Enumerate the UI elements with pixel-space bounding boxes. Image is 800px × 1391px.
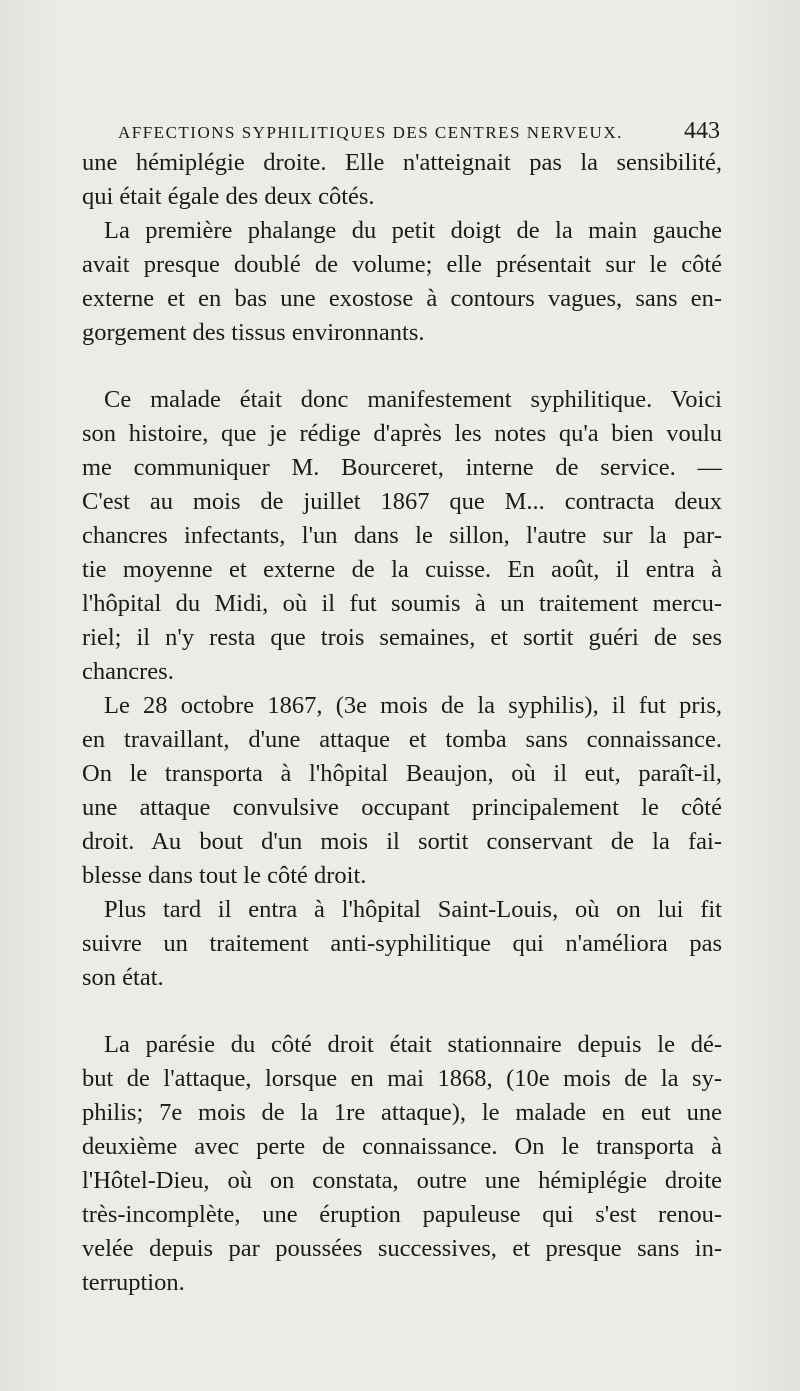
text-line: La parésie du côté droit était stationnaire depuis le dé- bbox=[104, 1031, 722, 1058]
page-number: 443 bbox=[684, 118, 720, 144]
paragraph bbox=[82, 689, 722, 893]
text-line: Plus tard il entra à l'hôpital Saint-Louis, où on lui fit bbox=[104, 896, 722, 923]
text-line: qui était égale des deux côtés. bbox=[82, 183, 375, 210]
text-line: une hémiplégie droite. Elle n'atteignait pas la sensibilité, bbox=[82, 149, 722, 176]
text-line: terruption. bbox=[82, 1269, 185, 1296]
text-line: blesse dans tout le côté droit. bbox=[82, 862, 367, 889]
text-line: deuxième avec perte de connaissance. On le transporta à bbox=[82, 1133, 722, 1160]
running-title: AFFECTIONS SYPHILITIQUES DES CENTRES NERVEUX. bbox=[118, 123, 623, 142]
body-text bbox=[82, 146, 722, 1300]
paragraph bbox=[82, 893, 722, 995]
text-line: avait presque doublé de volume; elle présentait sur le côté bbox=[82, 251, 722, 278]
text-line: chancres. bbox=[82, 658, 174, 685]
text-line: l'Hôtel-Dieu, où on constata, outre une hémiplégie droite bbox=[82, 1167, 722, 1194]
text-line: suivre un traitement anti-syphilitique qui n'améliora pas bbox=[82, 930, 722, 957]
text-line: Ce malade était donc manifestement syphilitique. Voici bbox=[104, 386, 722, 413]
text-line: Le 28 octobre 1867, (3e mois de la syphilis), il fut pris, bbox=[104, 692, 722, 719]
text-line: en travaillant, d'une attaque et tomba sans connaissance. bbox=[82, 726, 722, 753]
text-line: très-incomplète, une éruption papuleuse qui s'est renou- bbox=[82, 1201, 722, 1228]
text-line: C'est au mois de juillet 1867 que M... contracta deux bbox=[82, 488, 722, 515]
text-line: velée depuis par poussées successives, et presque sans in- bbox=[82, 1235, 722, 1262]
text-line: me communiquer M. Bourceret, interne de service. — bbox=[82, 454, 722, 481]
text-line: son état. bbox=[82, 964, 164, 991]
paragraph bbox=[82, 146, 722, 214]
text-line: philis; 7e mois de la 1re attaque), le malade en eut une bbox=[82, 1099, 722, 1126]
text-line: chancres infectants, l'un dans le sillon, l'autre sur la par- bbox=[82, 522, 722, 549]
text-line: l'hôpital du Midi, où il fut soumis à un traitement mercu- bbox=[82, 590, 722, 617]
paragraph bbox=[82, 383, 722, 689]
text-line: externe et en bas une exostose à contours vagues, sans en- bbox=[82, 285, 722, 312]
text-line: tie moyenne et externe de la cuisse. En août, il entra à bbox=[82, 556, 722, 583]
text-line: On le transporta à l'hôpital Beaujon, où il eut, paraît-il, bbox=[82, 760, 722, 787]
text-line: droit. Au bout d'un mois il sortit conservant de la fai- bbox=[82, 828, 722, 855]
text-line: une attaque convulsive occupant principalement le côté bbox=[82, 794, 722, 821]
text-line: son histoire, que je rédige d'après les notes qu'a bien voulu bbox=[82, 420, 722, 447]
paragraph bbox=[82, 214, 722, 350]
text-line: gorgement des tissus environnants. bbox=[82, 319, 425, 346]
text-line: La première phalange du petit doigt de la main gauche bbox=[104, 217, 722, 244]
text-line: riel; il n'y resta que trois semaines, et sortit guéri de ses bbox=[82, 624, 722, 651]
running-header bbox=[118, 118, 720, 145]
text-line: but de l'attaque, lorsque en mai 1868, (10e mois de la sy- bbox=[82, 1065, 722, 1092]
paragraph bbox=[82, 1028, 722, 1300]
